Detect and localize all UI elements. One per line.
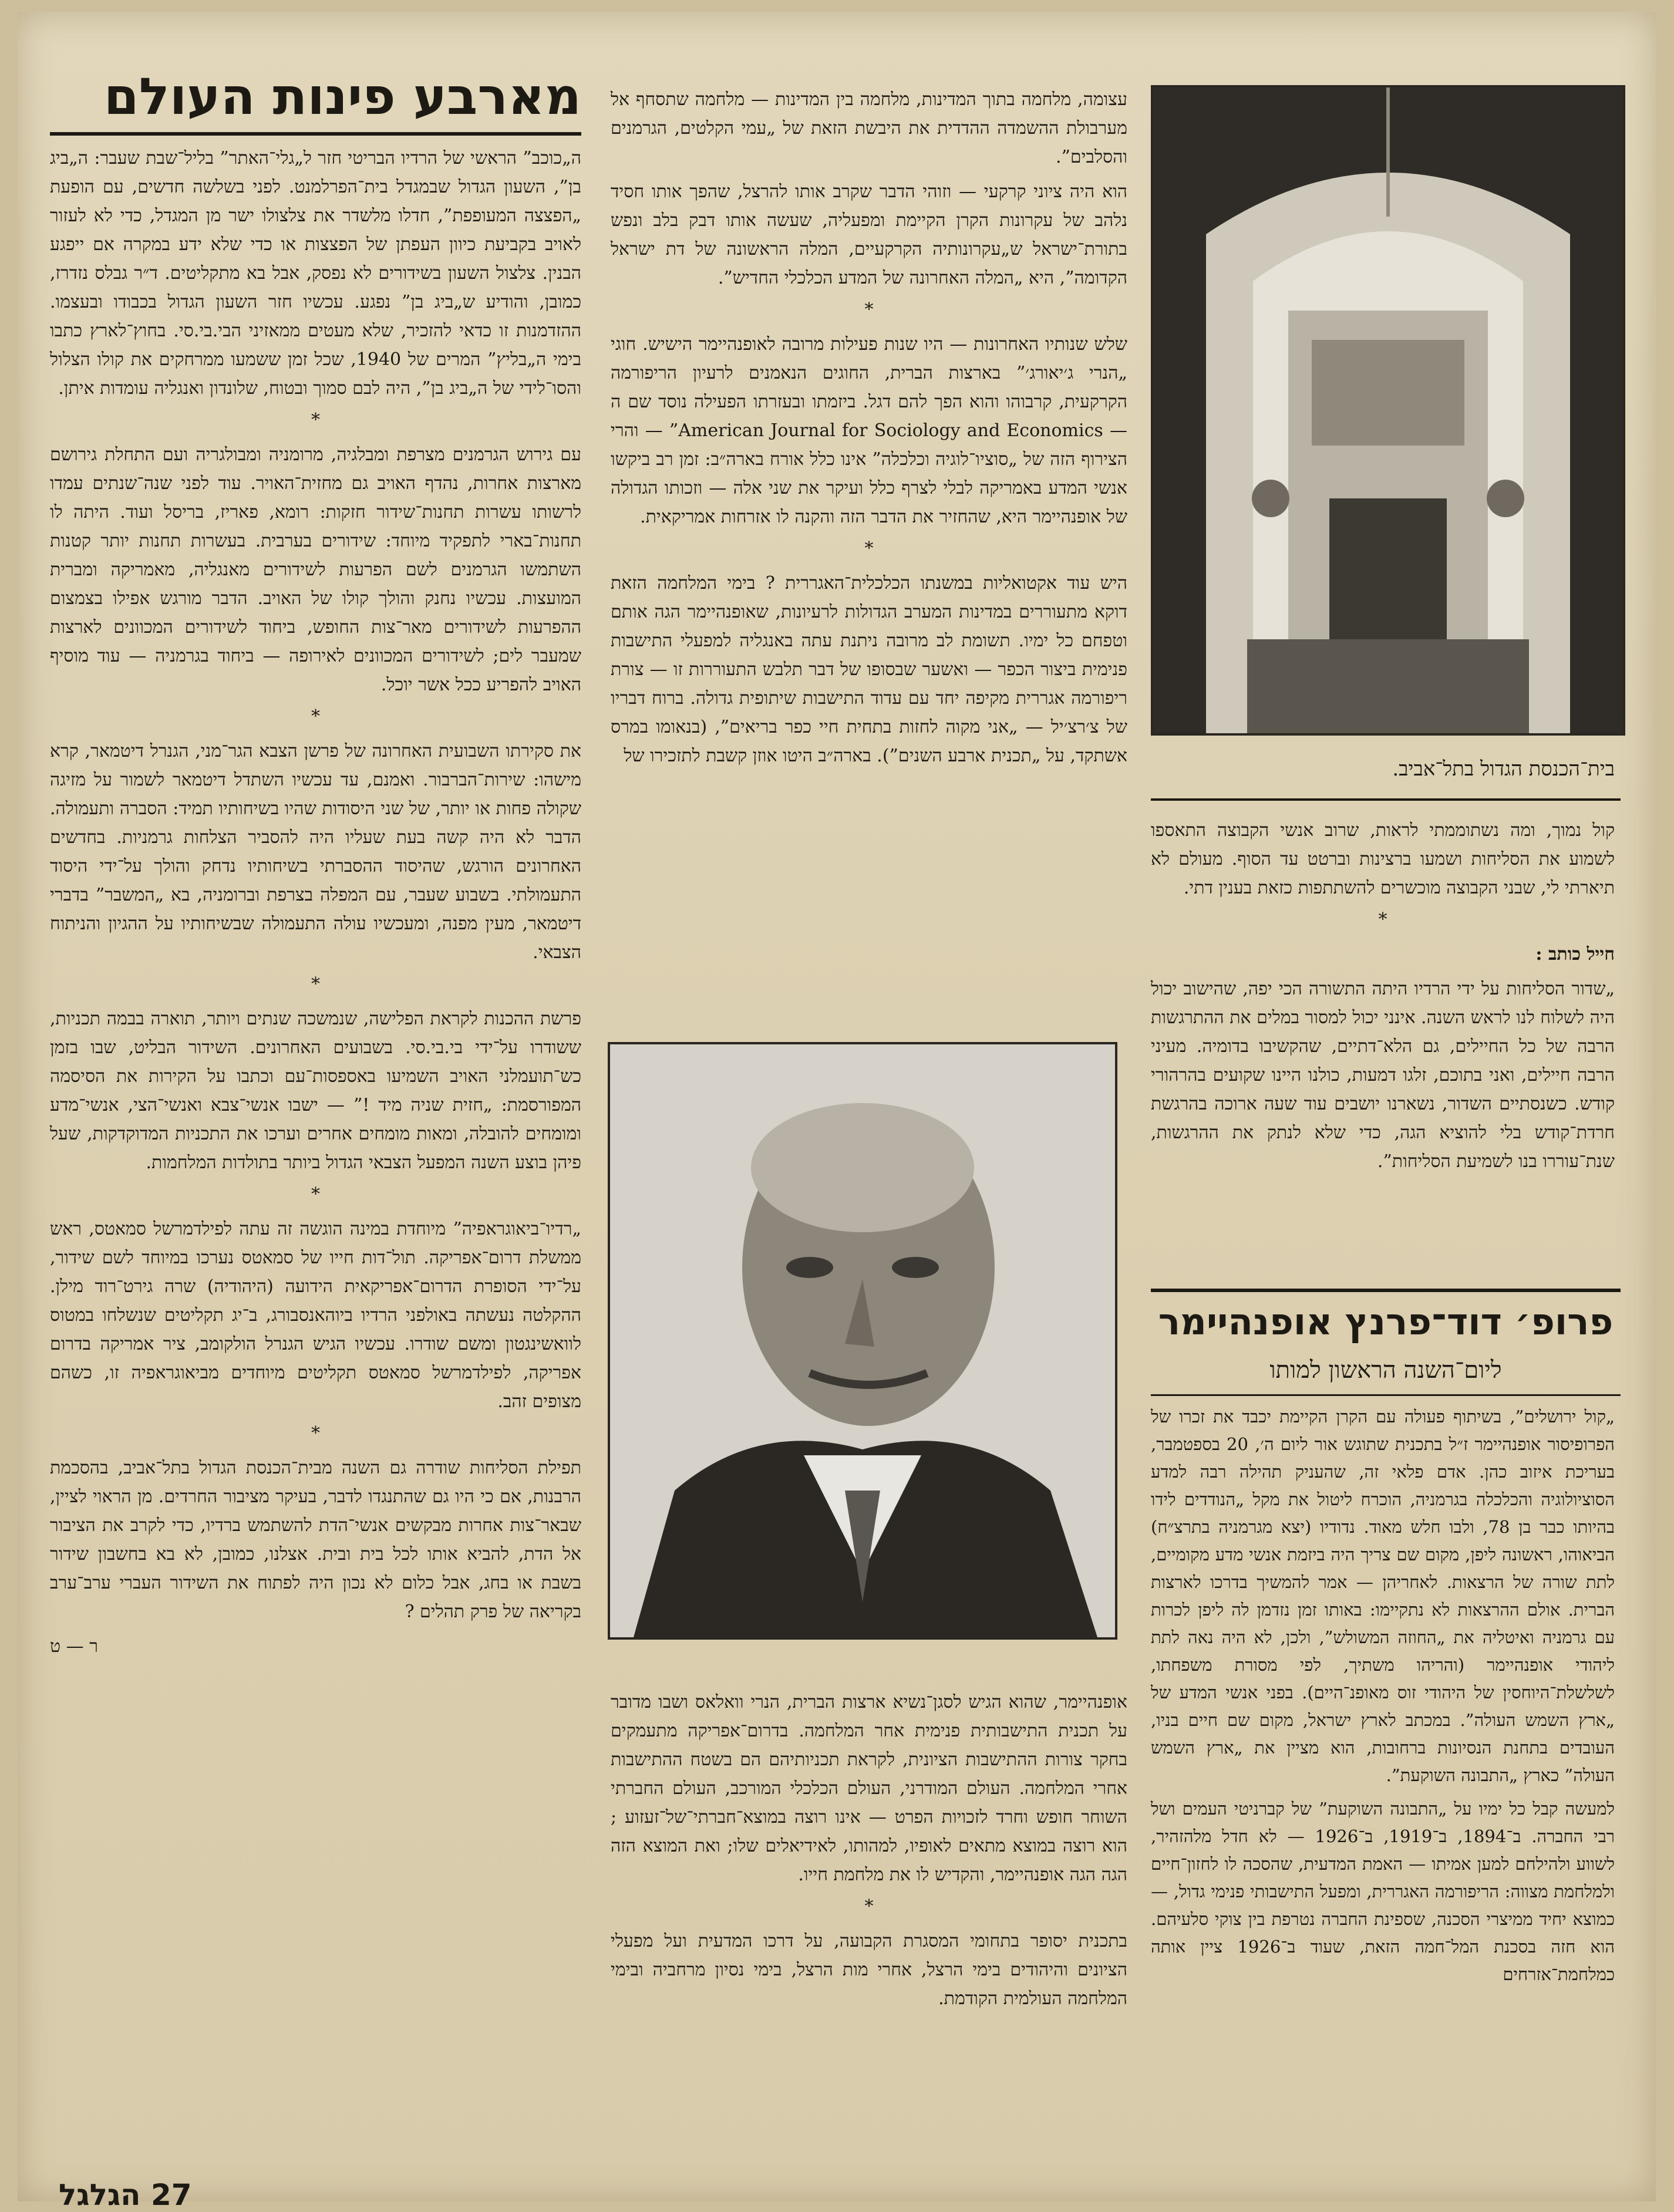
news-paragraph: ה„כוכב” הראשי של הרדיו הבריטי חזר ל„גלי־האתר” בליל־שבת שעבר: ה„ביג בן”, השעון הגדול שבמגדל בית־הפרלמנט. לפני בשלשה חדשים, עם הופעת „הפצצה המעופפת”, חדלו מלשדר את צלצולו ישר מן המגדל, כדי לא לעזור לאויב בקביעת כיוון העפתן של הפצצות או כדי שלא ידע במקרה אם ייפגע הבנין. צלצול השעון בשידורים לא נפסק, אבל בא מתקליטים. ד״ר גבלס נזדרז, כמובן, והודיע ש„ביג בן” נפגע. עכשיו חזר השעון הגדול בכבודו ובעצמו. ההזדמנות זו כדאי להזכיר, שלא מעטים ממאזיני הבי.בי.סי. בחוץ־לארץ כתבו בימי ה„בליץ” המרים של 1940, שכל זמן ששמעו ממרחקים את קולו הצלול והסו־לידי של ה„ביג בן”, היה לבם סמוך ובטוח, שלונדון ואנגליה עומדות איתן.	[50, 148, 581, 399]
article-paragraph: שלש שנותיו האחרונות — היו שנות פעילות מרובה לאופנהיימר הישיש. חוגי „הנרי ג׳יאורג׳” בארצות הברית, החוגים הנאמנים לרעיון הריפורמה הקרקעית, קרבוהו והוא הפך להם דגל. ביזמתו ובעזרתו הפעילה נוסד שם ה — American Journal for Sociology and Economics” — והרי הצירוף הזה של „סוציו־לוגיה וכלכלה” אינו כלל אורח בארה״ב: זמן רב ביקשו אנשי המדע באמריקה לבלי לצרף כלל ועיקר את שני אלה — וזכותו הגדולה של אופנהיימר היא, שהחזיר את הדבר הזה והקנה לו אזרחות אמריקאית.	[611, 334, 1127, 527]
synagogue-illustration	[1153, 87, 1623, 733]
oppenheimer-portrait-photo	[608, 1042, 1117, 1640]
oppenheimer-article-body	[1151, 1403, 1615, 1994]
news-paragraph: פרשת ההכנות לקראת הפלישה, שנמשכה שנתים ויותר, תוארה בבמה תכניות, ששודרו על־ידי בי.בי.סי. בשבועים האחרונים. השידור הבליט, שבו בזמן כש־תועמלני האויב השמיעו באספסות־עם וכתבו על הקירות את הסיסמה המפורסמת: „חזית שניה מיד !” — ישבו אנשי־צבא ואנשי־הצי, אנשי־מדע ומומחים להובלה, ומאות מומחים אחרים וערכו את התכניות המדוקדקות, שעל פיהן בוצע השנה המפעל הצבאי הגדול ביותר בתולדות המלחמות.	[50, 1009, 581, 1173]
world-news-column	[50, 68, 581, 1661]
article-paragraph: היש עוד אקטואליות במשנתו הכלכלית־האגררית ? בימי המלחמה הזאת דוקא מתעוררים במדינות המערב הגדולות לרעיונות, שאופנהיימר הגה אותם וטפחם כל ימיו. תשומת לב מרובה ניתנת עתה באנגליה למפעלי התישבות פנימית ביצור הכפר — ואשער שבסופו של דבר תלבש התעוררות זו — צורת ריפורמה אגררית מקיפה יחד עם עדוד התישבות שיתופית גדולה. ברוח דבריו של צ׳רצ׳יל — „אני מקוה לחזות בתחית חיי כפר בריאים”, (בנאומו במרס אשתקד, על „תכנית ארבע השנים”). בארה״ב היטו אוזן קשבת לתזכירו של	[611, 573, 1127, 766]
news-paragraph: תפילת הסליחות שודרה גם השנה מבית־הכנסת הגדול בתל־אביב, בהסכמת הרבנות, אם כי היו גם שהתנגדו לדבר, בעיקר מציבור החרדים. מן הראוי לציין, שבאר־צות אחרות מבקשים אנשי־הדת להשתמש ברדיו, כדי לקרב את הציבור אל הדת, להביא אותו לכל בית ובית. אצלנו, כמובן, לא בא בחשבון שידור בשבת או בחג, אבל כלום לא נכון היה לפתוח את השידור העברי ערב־ערב בקריאה של פרק תהלים ?	[50, 1458, 581, 1622]
oppenheimer-article-subtitle: ליום־השנה הראשון למותו	[1269, 1357, 1502, 1384]
article-top-rule	[1151, 1289, 1621, 1292]
article-paragraph: למעשה קבל כל ימיו על „התבונה השוקעת” של קברניטי העמים ושל רבי החברה. ב־1894, ב־1919, ב־1926 — לא חדל מלהזהיר, לשווע ולהילחם למען אמיתו — האמת המדעית, שהסכה לו לחזון־חיים ולמלחמת מצווה: הריפורמה האגררית, ומפעל התישבותי פנימי גדול, — כמוצא יחיד ממיצרי הסכנה, שספינת החברה נטרפת בין צוקי סלעיהם. הוא חזה בסכנת המל־חמה הזאת, שעוד ב־1926 ציין אותה כמלחמת־אזרחים	[1151, 1799, 1615, 1984]
section-separator-star: *	[311, 410, 320, 430]
portrait-illustration	[610, 1044, 1115, 1637]
news-paragraph: את סקירתו השבועית האחרונה של פרשן הצבא הגר־מני, הגנרל דיטמאר, קרא מישהו: שירות־הברבור. ואמנם, עד עכשיו השתדל דיטמאר לשמור על מזיגה שקולה פחות או יותר, של שני היסודות שהיו בשיחותיו תמיד: הסברה ותעמולה. הדבר לא היה קשה בעת שעליו היה להסביר הצלחות גרמניות. בחדשים האחרונים הורגש, שהיסוד ההסברתי בשיחותיו נדחק והולך על־ידי היסוד התעמולתי. בשבוע שעבר, עם המפלה בצרפת וברומניה, בא „המשבר” בדברי דיטמאר, מעין מפנה, ומעכשיו עולה התעמולה שבשיחותיו על ההגיון והניתוח הצבאי.	[50, 741, 581, 963]
news-paragraph: עם גירוש הגרמנים מצרפת ומבלגיה, מרומניה ומבולגריה ועם התחלת גירושם מארצות אחרות, נהדף האויב גם מחזית־האויר. עוד לפני שנה־שנתים עמדו לרשותו עשרות תחנות־שידור חזקות: רומא, פאריז, בריסל ועוד. היתה לו תחנות־בארי לתפקיד מיוחד: שידורים בערבית. בעשרות תחנות יותר קטנות השתמשו הגרמנים לשם הפרעות לשידורים מאנגליה, מאמריקה ומברית המועצות. עכשיו נחנק והולך קולו של האויב. הדבר מורגש אפילו בצמצום ההפרעות לשידורים מאר־צות החופש, ביחוד לשידורים המכוונים לארצות שמעבר לים; לשידורים המכוונים לאירופה — ביחוד בגרמניה — עוד מוסיף האויב להפריע ככל אשר יוכל.	[50, 444, 581, 695]
soldier-letter: „שדור הסליחות על ידי הרדיו היתה התשורה הכי יפה, שהישוב יכול היה לשלוח לנו לראש השנה. אינני יכול למסור במלים את ההתרגשות הרבה של כל החיילים, גם הלא־דתיים, שהקשיבו בדומיה. מעיני הרבה חיילים, ואני בתוכם, זלגו דמעות, כולנו היינו שקועים בהרהורי קודש. כשנסתיים השדור, נשארנו יושבים עוד שעה ארוכה בהרגשת חרדת־קודש בלי להוציא הגה, כדי שלא לנתק את ההרגשות, שנת־עוררו בנו לשמיעת הסליחות”.	[1151, 979, 1615, 1172]
magazine-page	[18, 12, 1656, 2212]
column-title: מארבע פינות העולם	[103, 68, 581, 126]
section-separator-star: *	[864, 538, 874, 559]
synagogue-photo	[1151, 85, 1625, 736]
selichot-reactions	[1151, 816, 1615, 1182]
oppenheimer-continuation-bottom	[611, 1688, 1127, 2019]
article-paragraph: אופנהיימר, שהוא הגיש לסגן־נשיא ארצות הברית, הנרי וואלאס ושבו מדובר על תכנית התישבותית פנימית אחר המלחמה. בדרום־אפריקה מתעמקים בחקר צורות ההתישבות הציונית, לקראת תכניותיהם הם בשטח ההתישבות אחרי המלחמה. העולם המודרני, העולם הכלכלי המורכב, העולם החברתי השוחר חופש וחרד לזכויות הפרט — אינו רוצה במוצא־חברתי־של־זעזוע ; הוא רוצה במוצא מתאים לאופיו, למהותו, לאידיאלים שלו; ואת המוצא הזה הגה הגה אופנהיימר, והקדיש לו את מלחמת חייו.	[611, 1692, 1127, 1885]
title-rule	[50, 132, 581, 136]
caption-rule	[1151, 798, 1621, 801]
article-paragraph: „קול ירושלים”, בשיתוף פעולה עם הקרן הקיימת יכבד את זכרו של הפרופיסור אופנהיימר ז״ל בתכנית שתוגש אור ליום ה׳, 20 בספטמבר, בעריכת איזוב כהן. אדם פלאי זה, שהעניק תהילה רבה למדע הסוציולוגיה והכלכלה בגרמניה, הוכרח ליטול את מקל „הנודדים לידו בהיותו כבר בן 78, ולבו חלש מאוד. נדודיו (יצא מגרמניה בתרצ״ח) הביאוהו, ראשונה ליפן, מקום שם צריך היה ביזמת אנשי מדע מקומיים, לתת שורה של הרצאות. לאחריהן — אמר להמשיך בדרכו לארצות הברית. אולם ההרצאות לא נתקיימו: באותו זמן נזדמן לה ליפן לכרות עם גרמניה ואיטליה את „החוזה המשולש”, ולכן, לא היה נאה לתת ליהודי אופנהיימר (והריהו משתיך, לפי מסורת משפחתו, לשלשלת־היוחסין של היהודי זוס מאופנ־היים). בפני אנשי המדע של „ארץ השמש העולה”. במכתב לארץ ישראל, מקום שם חיים בניו, העובדים בתחנת הנסיונות ברחובות, הוא מציין את „ארץ השמש העולה” כארץ „התבונה השוקעת”.	[1151, 1407, 1615, 1785]
section-separator-star: *	[311, 1423, 320, 1444]
article-paragraph: עצומה, מלחמה בתוך המדינות, מלחמה בין המדינות — מלחמה שתסחף אל מערבולת ההשמדה ההדדית את היבשת הזאת של „עמי הקלטים, הגרמנים והסלבים”.	[611, 89, 1127, 167]
reaction-paragraph: קול נמוך, ומה נשתוממתי לראות, שרוב אנשי הקבוצה התאספו לשמוע את הסליחות ושמעו ברצינות וברטט עד הסוף. מעולם לא תיארתי לי, שבני הקבוצה מוכשרים להשתתפות כזאת בענין דתי.	[1151, 820, 1615, 898]
section-separator-star: *	[864, 299, 874, 320]
article-sub-rule	[1151, 1394, 1621, 1396]
section-separator-star: *	[311, 706, 320, 727]
oppenheimer-continuation-top	[611, 85, 1127, 776]
page-footer: 27 הגלגל	[59, 2178, 192, 2212]
section-separator-star: *	[1378, 909, 1387, 930]
soldier-intro: חייל כותב :	[1535, 944, 1615, 965]
section-separator-star: *	[311, 974, 320, 994]
synagogue-photo-caption: בית־הכנסת הגדול בתל־אביב.	[1392, 757, 1615, 781]
article-paragraph: בתכנית יסופר בתחומי המסגרת הקבועה, על דרכו המדעית ועל מפעלי הציונים והיהודים בימי הרצל, אחרי מות הרצל, בימי נסיון מרחביה ובימי המלחמה העולמית הקודמת.	[611, 1931, 1127, 2009]
section-separator-star: *	[311, 1184, 320, 1205]
author-signature: ר — ט	[50, 1636, 98, 1657]
news-paragraph: „רדיו־ביאוגראפיה” מיוחדת במינה הוגשה זה עתה לפילדמרשל סמאטס, ראש ממשלת דרום־אפריקה. תול־דות חייו של סמאטס נערכו במיוחד לשם שידור, על־ידי הסופרת הדרום־אפריקאית הידועה (היהודיה) שרה גירט־רוד מילן. ההקלטה נעשתה באולפני הרדיו ביוהאנסבורג, ב־יג תקליטים שנשלחו במטוס לוואשינגטון ומשם שודרו. עכשיו הגיש הגנרל הולקומב, ציר אמריקה בדרום אפריקה, לפילדמרשל סמאטס תקליטים מיוחדים מביאוגראפיה זו, כשהם מצופים זהב.	[50, 1219, 581, 1412]
oppenheimer-article-title: פרופ׳ דוד־פרנץ אופנהיימר	[1158, 1300, 1614, 1343]
section-separator-star: *	[864, 1896, 874, 1917]
article-paragraph: הוא היה ציוני קרקעי — וזוהי הדבר שקרב אותו להרצל, שהפך אותו חסיד נלהב של עקרונות הקרן הקיימת ומפעליה, שעשה אותו דבק בלב ונפש בתורת־ישראל ש„עקרונותיה הקרקעיים, המלה הראשונה של דת ישראל הקדומה”, היא „המלה האחרונה של המדע הכלכלי החדיש”.	[611, 181, 1127, 288]
